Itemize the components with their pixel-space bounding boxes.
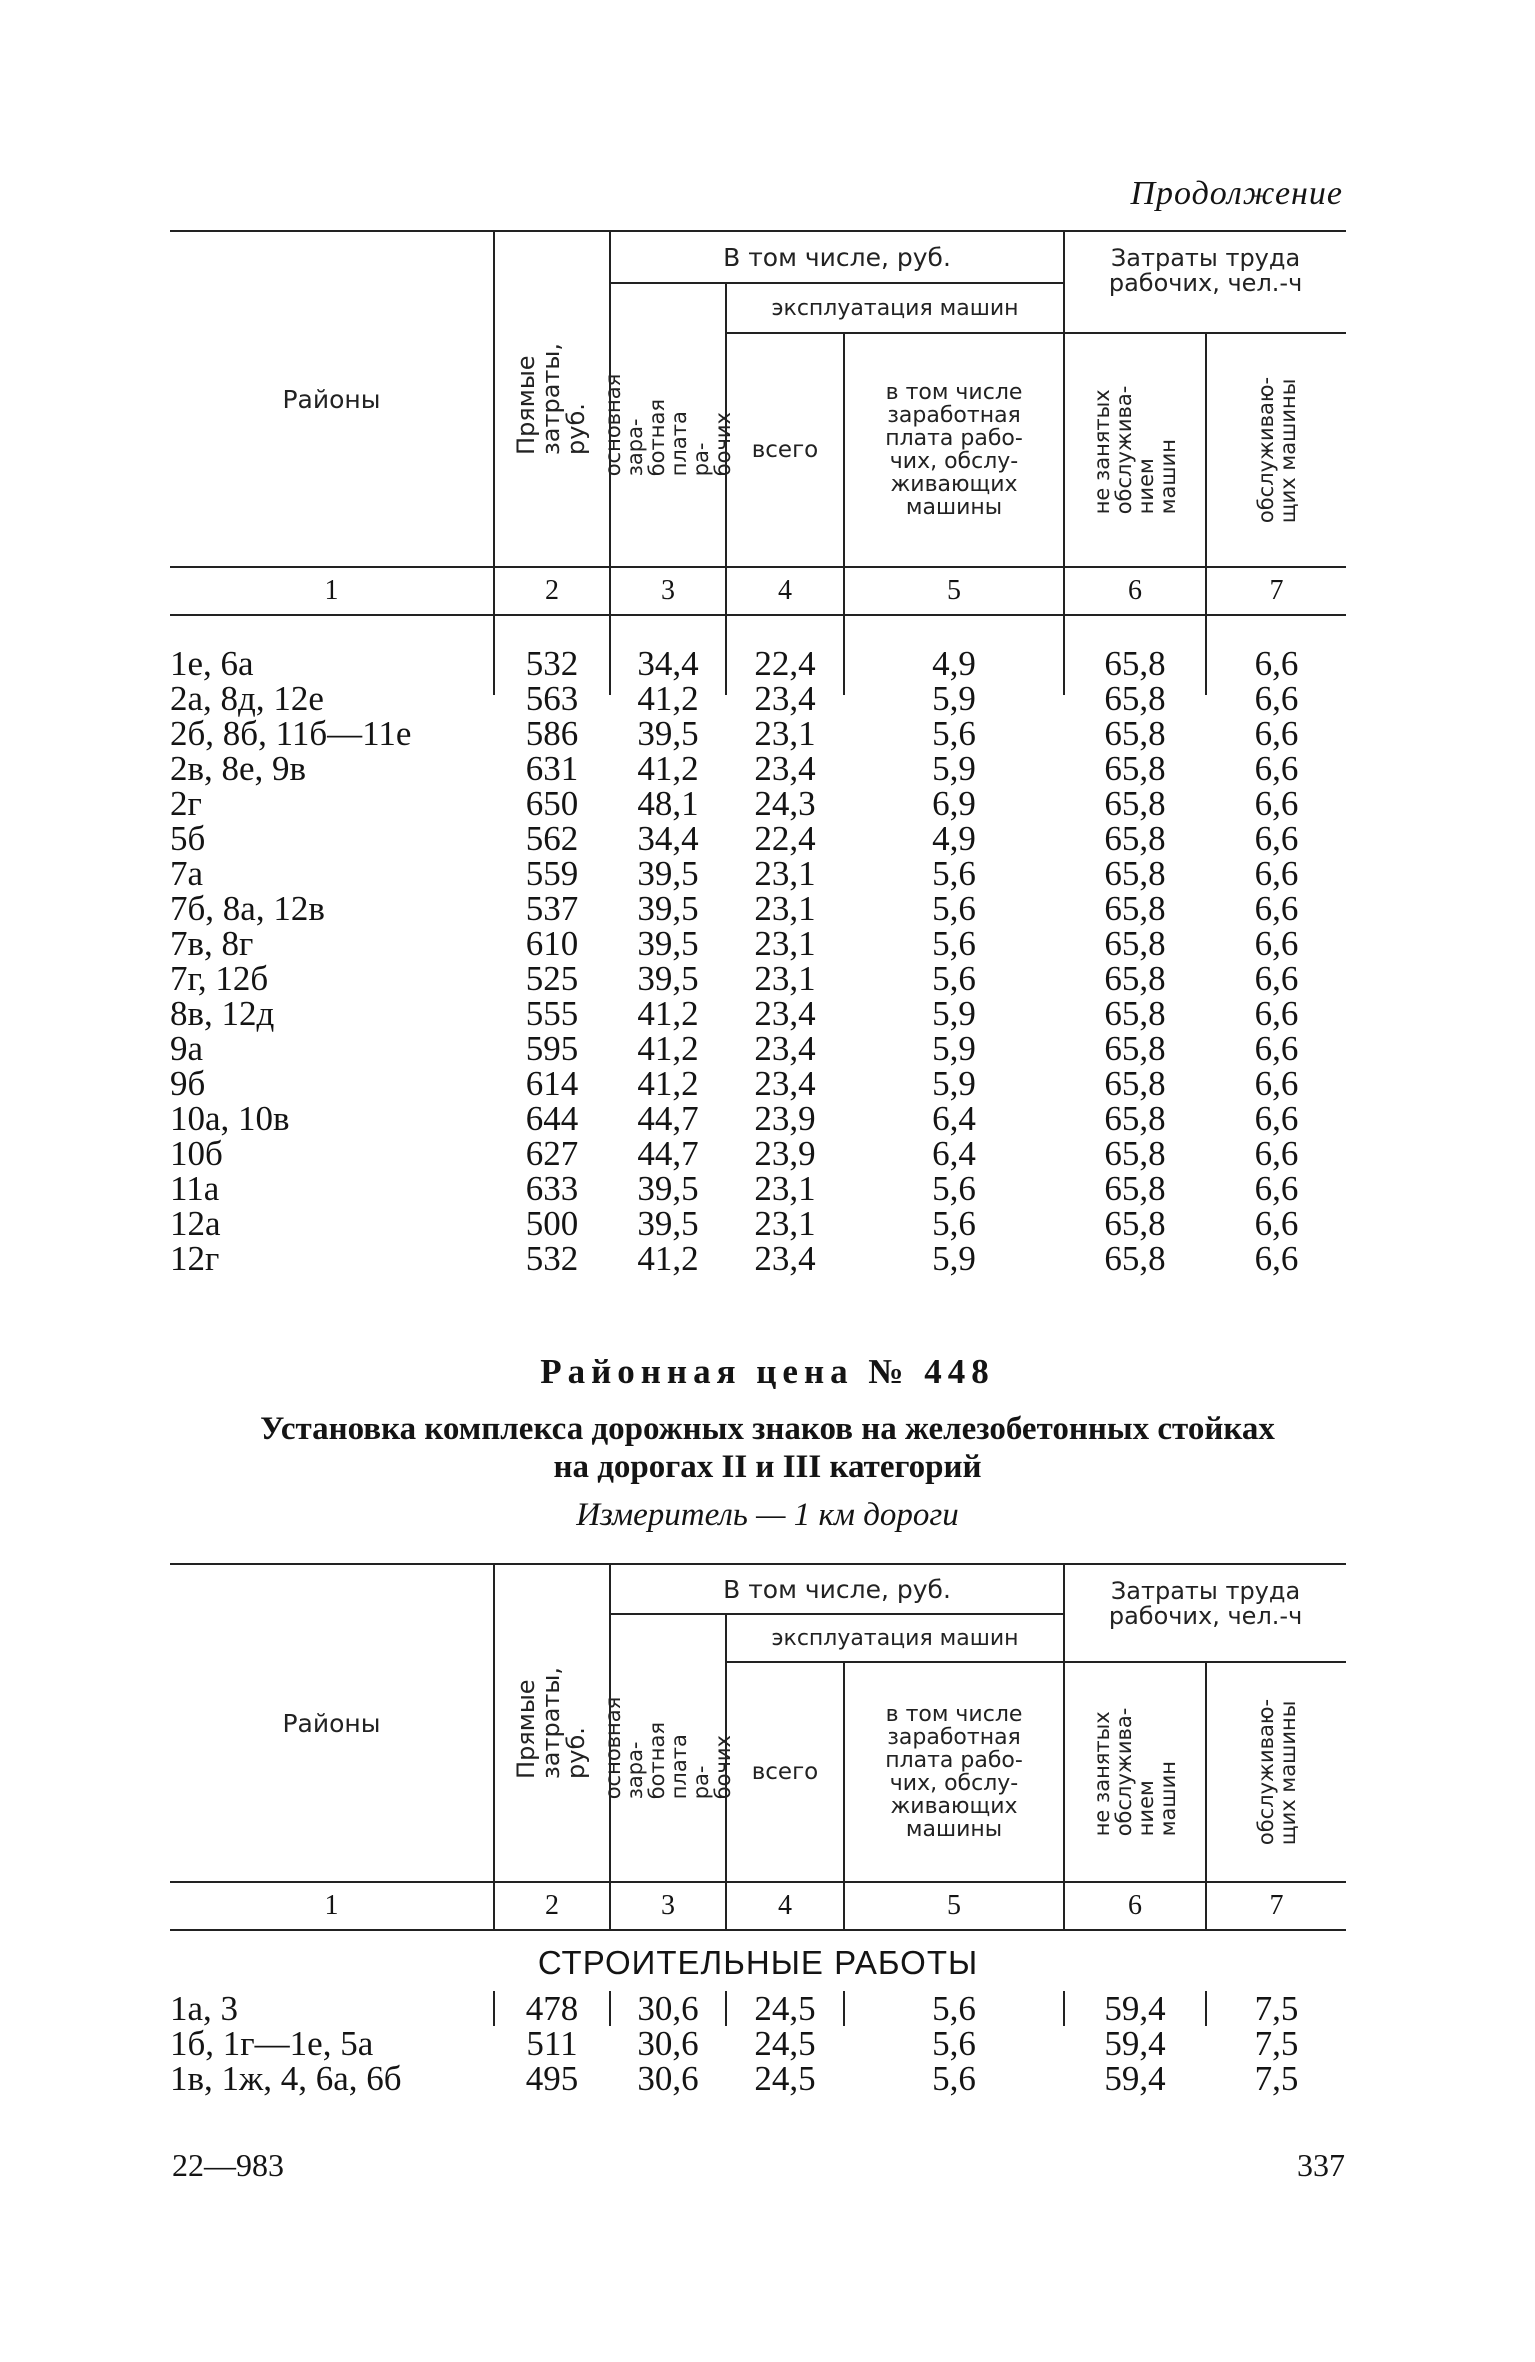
table-cell: 1а, 3 xyxy=(170,1989,239,2028)
table-cell: 39,5 xyxy=(637,889,699,928)
header-machine-operation: эксплуатация машин xyxy=(726,1614,1064,1662)
header-including: В том числе, руб. xyxy=(610,231,1064,283)
table-cell: 65,8 xyxy=(1104,679,1166,718)
table-cell: 6,6 xyxy=(1254,1239,1299,1278)
table-cell: 614 xyxy=(525,1064,579,1103)
table-cell: 65,8 xyxy=(1104,889,1166,928)
table-cell: 7б, 8а, 12в xyxy=(170,889,325,928)
table-cell: 4,9 xyxy=(932,644,976,683)
header-machine-total: всего xyxy=(726,333,844,567)
table-cell: 8в, 12д xyxy=(170,994,275,1033)
direct-costs-column xyxy=(494,615,610,1278)
table-cell: 23,4 xyxy=(754,1029,816,1068)
table-cell: 6,6 xyxy=(1254,819,1299,858)
header-labor-not-machines: не занятых обслужива- нием машин xyxy=(1064,1662,1206,1882)
table-cell: 5,6 xyxy=(932,1204,976,1243)
table-cell: 10а, 10в xyxy=(170,1099,290,1138)
table-cell: 22,4 xyxy=(754,644,816,683)
price-title: Районная цена № 448 xyxy=(540,1352,995,1391)
table-cell: 7,5 xyxy=(1254,2024,1299,2063)
table-cell: 65,8 xyxy=(1104,854,1166,893)
table-cell: 5,9 xyxy=(932,994,976,1033)
header-base-wage: основная зара- ботная плата ра- бочих xyxy=(610,1614,726,1882)
header-direct-costs: Прямые затраты, руб. xyxy=(494,1564,610,1882)
table-cell: 9а xyxy=(170,1029,204,1068)
column-number: 5 xyxy=(844,1882,1064,1930)
column-number: 3 xyxy=(610,1882,726,1930)
column-number: 5 xyxy=(844,567,1064,615)
table-cell: 23,4 xyxy=(754,749,816,788)
table-cell: 5б xyxy=(170,819,206,858)
base-wage-column xyxy=(610,1989,726,2098)
machine-wage-column xyxy=(844,615,1064,1278)
table-cell: 532 xyxy=(525,644,579,683)
header-labor-not-machines: не занятых обслужива- нием машин xyxy=(1064,333,1206,567)
table-cell: 5,6 xyxy=(932,889,976,928)
table-cell: 23,1 xyxy=(754,714,816,753)
districts-column xyxy=(170,1989,494,2098)
table-cell: 24,3 xyxy=(754,784,816,823)
measure-unit: Измеритель — 1 км дороги xyxy=(576,1497,959,1533)
column-number-row xyxy=(170,567,1346,615)
table-cell: 65,8 xyxy=(1104,994,1166,1033)
table-cell: 65,8 xyxy=(1104,644,1166,683)
header-labor-machines: обслуживаю- щих машины xyxy=(1206,333,1346,567)
table-cell: 7а xyxy=(170,854,204,893)
header-labor-machines: обслуживаю- щих машины xyxy=(1206,1662,1346,1882)
table-cell: 65,8 xyxy=(1104,749,1166,788)
table-cell: 39,5 xyxy=(637,1204,699,1243)
table-cell: 478 xyxy=(525,1989,579,2028)
price-table-2 xyxy=(170,1563,1346,2098)
table-cell: 631 xyxy=(525,749,579,788)
table-cell: 23,4 xyxy=(754,1064,816,1103)
header-machine-wage: в том числе заработная плата рабо- чих, обслу- живающих машины xyxy=(844,1662,1064,1882)
table-cell: 22,4 xyxy=(754,819,816,858)
table-cell: 6,6 xyxy=(1254,1204,1299,1243)
table-cell: 1б, 1г—1е, 5а xyxy=(170,2024,374,2063)
signature-code: 22—983 xyxy=(172,2147,284,2183)
column-number: 4 xyxy=(726,1882,844,1930)
districts-column xyxy=(170,615,494,1278)
table-cell: 511 xyxy=(526,2024,578,2063)
table-cell: 2г xyxy=(170,784,202,823)
table-cell: 7г, 12б xyxy=(170,959,269,998)
table-cell: 563 xyxy=(525,679,579,718)
table-cell: 495 xyxy=(525,2059,579,2098)
table-cell: 559 xyxy=(525,854,579,893)
table-cell: 30,6 xyxy=(637,2024,699,2063)
table-cell: 6,4 xyxy=(932,1099,976,1138)
table-cell: 23,1 xyxy=(754,854,816,893)
table-cell: 65,8 xyxy=(1104,784,1166,823)
table-cell: 10б xyxy=(170,1134,223,1173)
table-cell: 6,6 xyxy=(1254,679,1299,718)
header-machine-total: всего xyxy=(726,1662,844,1882)
table-cell: 4,9 xyxy=(932,819,976,858)
machine-total-column xyxy=(726,1989,844,2098)
table-cell: 39,5 xyxy=(637,1169,699,1208)
table-cell: 562 xyxy=(525,819,579,858)
table-cell: 41,2 xyxy=(637,1029,699,1068)
column-number: 2 xyxy=(494,1882,610,1930)
table-cell: 44,7 xyxy=(637,1134,699,1173)
machine-wage-column xyxy=(844,1989,1064,2098)
header-direct-costs: Прямые затраты, руб. xyxy=(494,231,610,567)
column-number: 2 xyxy=(494,567,610,615)
table-cell: 23,1 xyxy=(754,1169,816,1208)
table-cell: 48,1 xyxy=(637,784,699,823)
table-cell: 65,8 xyxy=(1104,924,1166,963)
table-cell: 6,6 xyxy=(1254,994,1299,1033)
table-cell: 525 xyxy=(525,959,579,998)
table-cell: 65,8 xyxy=(1104,959,1166,998)
table-cell: 65,8 xyxy=(1104,1064,1166,1103)
table-cell: 39,5 xyxy=(637,714,699,753)
table-cell: 23,1 xyxy=(754,959,816,998)
table-cell: 23,1 xyxy=(754,924,816,963)
header-districts: Районы xyxy=(282,1708,381,1738)
column-number: 7 xyxy=(1206,1882,1346,1930)
table-cell: 500 xyxy=(525,1204,579,1243)
table-cell: 23,1 xyxy=(754,889,816,928)
table-body xyxy=(170,1991,1346,2026)
table-cell: 532 xyxy=(525,1239,579,1278)
table-cell: 1в, 1ж, 4, 6а, 6б xyxy=(170,2059,402,2098)
column-number: 6 xyxy=(1064,1882,1206,1930)
table-cell: 39,5 xyxy=(637,924,699,963)
table-cell: 5,9 xyxy=(932,1239,976,1278)
table-cell: 65,8 xyxy=(1104,714,1166,753)
price-subtitle: Установка комплекса дорожных знаков на железобетонных стойках на дорогах II и III категорий xyxy=(260,1411,1275,1485)
table-cell: 5,9 xyxy=(932,1064,976,1103)
table-cell: 5,6 xyxy=(932,959,976,998)
table-cell: 59,4 xyxy=(1104,1989,1166,2028)
header-labor-costs: Затраты труда рабочих, чел.-ч xyxy=(1064,1564,1346,1662)
table-cell: 6,6 xyxy=(1254,889,1299,928)
table-cell: 7,5 xyxy=(1254,2059,1299,2098)
table-cell: 6,6 xyxy=(1254,959,1299,998)
table-cell: 6,6 xyxy=(1254,1029,1299,1068)
table-cell: 59,4 xyxy=(1104,2059,1166,2098)
column-number: 7 xyxy=(1206,567,1346,615)
table-cell: 24,5 xyxy=(754,2024,816,2063)
table-cell: 5,6 xyxy=(932,1169,976,1208)
table-cell: 65,8 xyxy=(1104,1029,1166,1068)
table-cell: 6,6 xyxy=(1254,784,1299,823)
table-cell: 6,6 xyxy=(1254,1169,1299,1208)
section-label: СТРОИТЕЛЬНЫЕ РАБОТЫ xyxy=(537,1944,979,1981)
table-cell: 5,9 xyxy=(932,749,976,788)
table-cell: 6,6 xyxy=(1254,854,1299,893)
table-cell: 65,8 xyxy=(1104,1204,1166,1243)
table-cell: 44,7 xyxy=(637,1099,699,1138)
table-cell: 537 xyxy=(525,889,579,928)
column-number: 6 xyxy=(1064,567,1206,615)
table-cell: 12г xyxy=(170,1239,220,1278)
column-number: 1 xyxy=(324,1890,339,1921)
table-cell: 39,5 xyxy=(637,959,699,998)
price-table-1 xyxy=(170,230,1346,1278)
table-body xyxy=(170,615,1346,695)
labor-not-machines-column xyxy=(1064,615,1206,1278)
table-cell: 24,5 xyxy=(754,1989,816,2028)
table-cell: 7в, 8г xyxy=(170,924,254,963)
table-cell: 12а xyxy=(170,1204,221,1243)
table-cell: 30,6 xyxy=(637,2059,699,2098)
table-cell: 9б xyxy=(170,1064,206,1103)
table-cell: 34,4 xyxy=(637,819,699,858)
table-cell: 6,6 xyxy=(1254,924,1299,963)
table-cell: 5,6 xyxy=(932,854,976,893)
table-cell: 65,8 xyxy=(1104,1239,1166,1278)
table-cell: 24,5 xyxy=(754,2059,816,2098)
table-cell: 59,4 xyxy=(1104,2024,1166,2063)
direct-costs-column xyxy=(494,1989,610,2098)
table-cell: 5,6 xyxy=(932,2059,976,2098)
machine-total-column xyxy=(726,615,844,1278)
column-number-row xyxy=(170,1882,1346,1930)
table-cell: 23,1 xyxy=(754,1204,816,1243)
table-cell: 23,9 xyxy=(754,1134,816,1173)
header-including: В том числе, руб. xyxy=(610,1564,1064,1614)
table-cell: 65,8 xyxy=(1104,1134,1166,1173)
header-districts: Районы xyxy=(282,384,381,414)
table-cell: 23,4 xyxy=(754,1239,816,1278)
table-cell: 1е, 6а xyxy=(170,644,254,683)
table-cell: 6,9 xyxy=(932,784,976,823)
table-cell: 65,8 xyxy=(1104,1099,1166,1138)
table-cell: 633 xyxy=(525,1169,579,1208)
table-cell: 65,8 xyxy=(1104,1169,1166,1208)
table-cell: 5,6 xyxy=(932,2024,976,2063)
header-base-wage: основная зара- ботная плата ра- бочих xyxy=(610,283,726,567)
table-cell: 5,9 xyxy=(932,1029,976,1068)
table-cell: 41,2 xyxy=(637,1239,699,1278)
table-cell: 6,6 xyxy=(1254,714,1299,753)
table-cell: 6,4 xyxy=(932,1134,976,1173)
table-cell: 5,6 xyxy=(932,1989,976,2028)
table-cell: 65,8 xyxy=(1104,819,1166,858)
table-cell: 6,6 xyxy=(1254,644,1299,683)
table-cell: 2а, 8д, 12е xyxy=(170,679,324,718)
table-cell: 39,5 xyxy=(637,854,699,893)
table-cell: 627 xyxy=(525,1134,579,1173)
table-cell: 11а xyxy=(170,1169,220,1208)
table-cell: 41,2 xyxy=(637,749,699,788)
table-cell: 30,6 xyxy=(637,1989,699,2028)
column-number: 3 xyxy=(610,567,726,615)
labor-machines-column xyxy=(1206,615,1346,1278)
header-machine-wage: в том числе заработная плата рабо- чих, обслу- живающих машины xyxy=(844,333,1064,567)
table-cell: 23,4 xyxy=(754,679,816,718)
base-wage-column xyxy=(610,615,726,1278)
table-cell: 23,9 xyxy=(754,1099,816,1138)
labor-machines-column xyxy=(1206,1989,1346,2098)
table-cell: 2в, 8е, 9в xyxy=(170,749,307,788)
table-cell: 650 xyxy=(525,784,579,823)
table-cell: 6,6 xyxy=(1254,749,1299,788)
labor-not-machines-column xyxy=(1064,1989,1206,2098)
table-cell: 644 xyxy=(525,1099,579,1138)
table-cell: 6,6 xyxy=(1254,1134,1299,1173)
header-machine-operation: эксплуатация машин xyxy=(726,283,1064,333)
table-cell: 23,4 xyxy=(754,994,816,1033)
table-cell: 7,5 xyxy=(1254,1989,1299,2028)
column-number: 4 xyxy=(726,567,844,615)
table-cell: 555 xyxy=(525,994,579,1033)
table-cell: 6,6 xyxy=(1254,1099,1299,1138)
table-cell: 41,2 xyxy=(637,1064,699,1103)
table-cell: 41,2 xyxy=(637,994,699,1033)
continuation-label: Продолжение xyxy=(1130,175,1343,212)
table-cell: 595 xyxy=(525,1029,579,1068)
table-cell: 610 xyxy=(525,924,579,963)
table-cell: 6,6 xyxy=(1254,1064,1299,1103)
table-cell: 34,4 xyxy=(637,644,699,683)
table-cell: 41,2 xyxy=(637,679,699,718)
table-cell: 5,9 xyxy=(932,679,976,718)
table-cell: 5,6 xyxy=(932,924,976,963)
table-cell: 2б, 8б, 11б—11е xyxy=(170,714,412,753)
table-cell: 586 xyxy=(525,714,579,753)
column-number: 1 xyxy=(324,575,339,606)
table-cell: 5,6 xyxy=(932,714,976,753)
page-number: 337 xyxy=(1297,2147,1345,2183)
header-labor-costs: Затраты труда рабочих, чел.-ч xyxy=(1064,231,1346,333)
